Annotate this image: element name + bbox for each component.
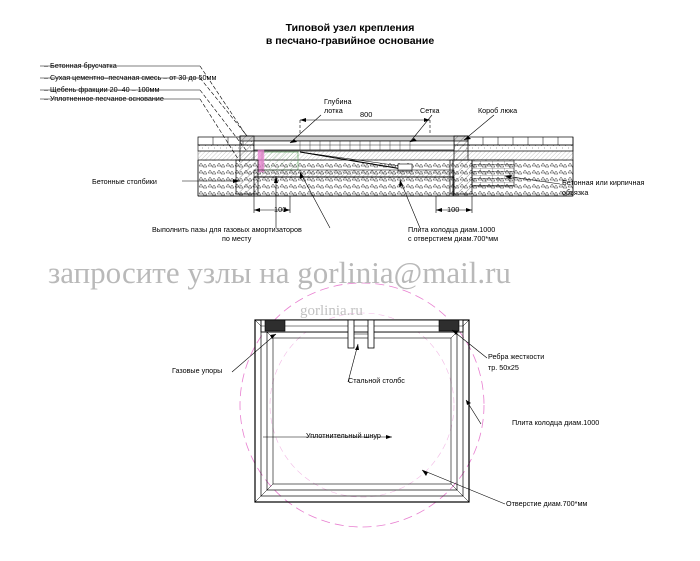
label-concrete-posts: Бетонные столбики [92,177,157,186]
label-binding-line1: Бетонная или кирпичная [562,178,645,187]
note-groove-line2: по месту [222,234,252,243]
label-stiffener-line1: Ребра жесткости [488,352,545,361]
label-opening: Отверстие диам.700*мм [506,499,588,508]
legend-item-1: – Сухая цементно–песчаная смесь – от 30 до 50мм [44,73,217,82]
watermark-main: запросите узлы на gorlinia@mail.ru [48,255,511,290]
label-slab-plan: Плита колодца диам.1000 [512,418,600,427]
page-title-line1: Типовой узел крепления [285,22,415,34]
label-gas-struts: Газовые упоры [172,366,223,375]
legend-item-0: – Бетонная брусчатка [44,61,117,70]
label-seal-cord: Уплотнительный шнур [306,431,381,440]
page-title-line2: в песчано-гравийное основание [265,35,435,47]
note-groove-line1: Выполнить пазы для газовых амортизаторов [152,225,302,234]
label-hatch-box: Короб люка [478,106,518,115]
legend-item-2: – Щебень фракции 20–40 – 100мм [44,85,160,94]
legend-item-3: – Уплотненное песчаное основание [44,94,164,103]
plan-view [232,283,505,527]
label-steel-post: Стальной столбс [348,376,405,385]
dimension-label-100-right: 100 [447,205,460,214]
watermark-sub: gorlinia.ru [300,303,363,319]
label-depth-line2: лотка [324,106,343,115]
section-view [182,115,573,228]
dimension-label-100-left: 100 [274,205,287,214]
label-depth-line1: Глубина [324,97,352,106]
label-binding-line2: обвязка [562,188,589,197]
label-stiffener-line2: тр. 50х25 [488,363,519,372]
dimension-800 [300,118,430,134]
dimension-label-800: 800 [360,110,373,119]
note-slab-line1: Плита колодца диам.1000 [408,225,496,234]
note-slab-line2: с отверстием диам.700*мм [408,234,499,243]
label-mesh: Сетка [420,106,440,115]
